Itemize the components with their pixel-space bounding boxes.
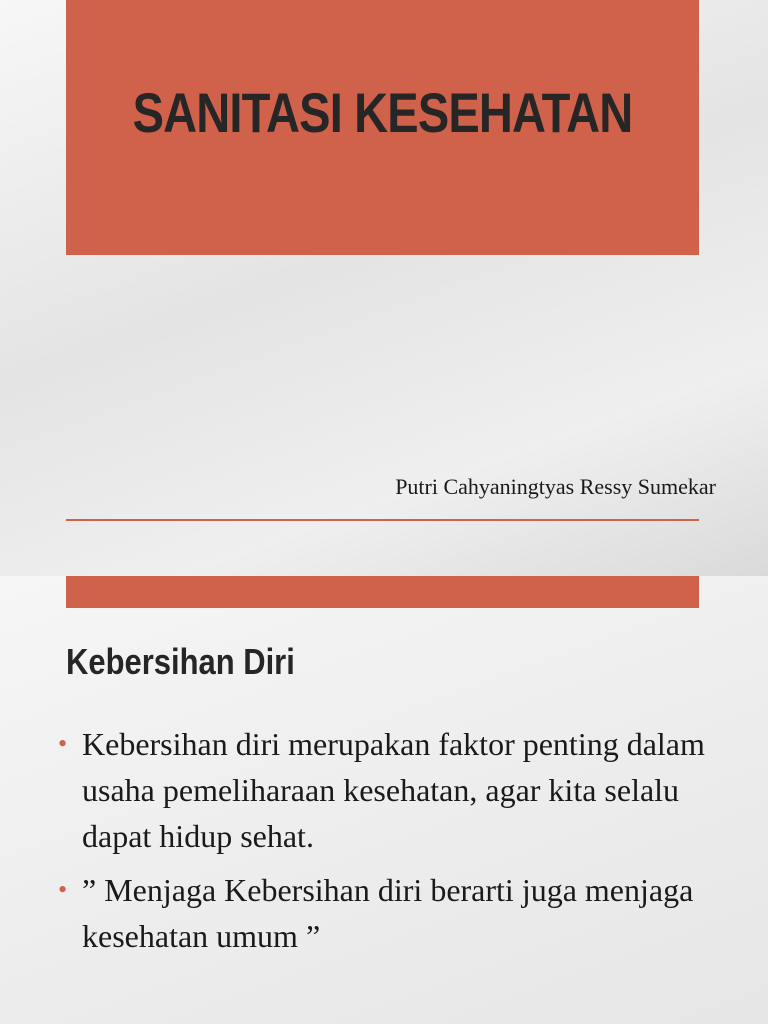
section-heading: Kebersihan Diri <box>66 641 295 682</box>
bullet-item <box>58 721 718 859</box>
bullet-list <box>58 721 718 967</box>
bullet-icon: • <box>58 875 68 904</box>
title-banner <box>66 0 699 255</box>
author-subtitle: Putri Cahyaningtyas Ressy Sumekar <box>395 474 716 499</box>
bullet-text: Kebersihan diri merupakan faktor penting dalam usaha pemeliharaan kesehatan, agar kita selalu dapat hidup sehat. <box>82 726 705 854</box>
bullet-item <box>58 867 718 959</box>
bullet-text: ” Menjaga Kebersihan diri berarti juga menjaga kesehatan umum ” <box>82 872 694 954</box>
content-slide <box>0 576 768 1024</box>
bullet-icon: • <box>58 729 68 758</box>
slide-title: SANITASI KESEHATAN <box>132 81 633 144</box>
accent-band <box>66 576 699 608</box>
divider-line <box>66 519 699 521</box>
